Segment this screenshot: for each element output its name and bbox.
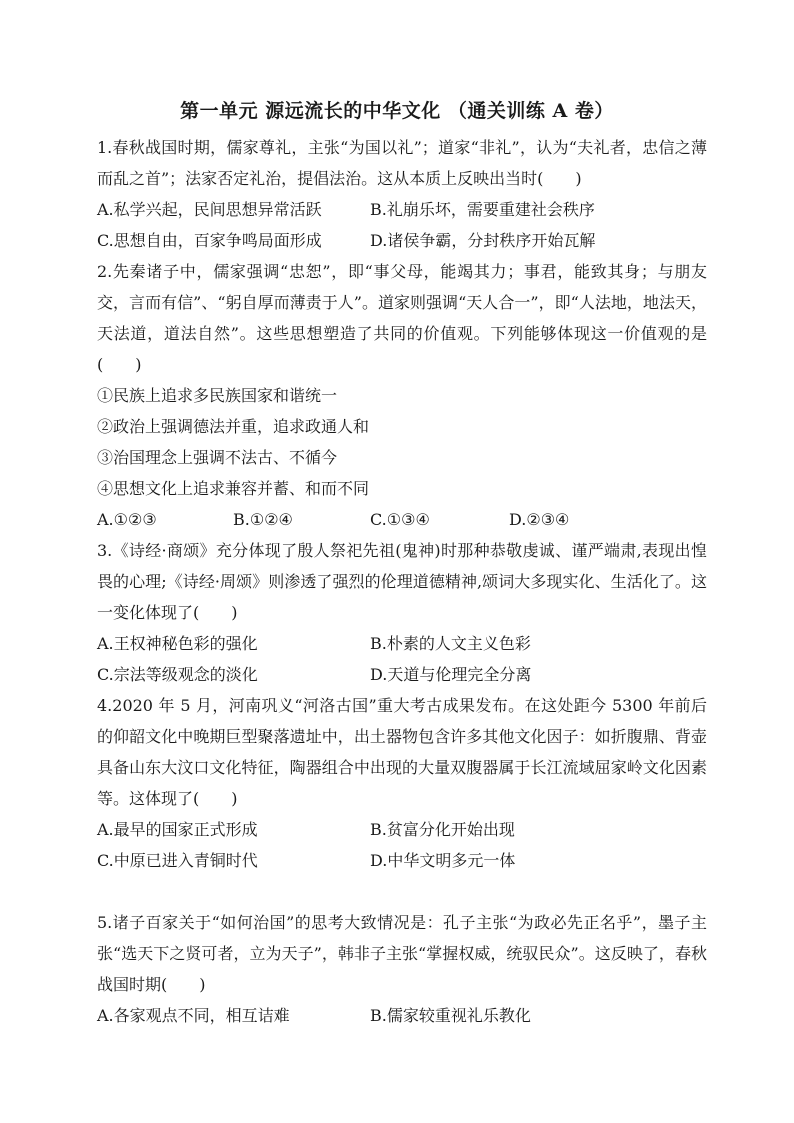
- option-b: B.礼崩乐坏，需要重建社会秩序: [370, 200, 595, 219]
- option-a: A.①②③: [97, 510, 157, 529]
- option-a: A.各家观点不同，相互诘难: [97, 1006, 290, 1025]
- option-row: [97, 814, 707, 845]
- option-row: [97, 194, 707, 225]
- option-b: B.儒家较重视礼乐教化: [370, 1006, 531, 1025]
- question-stem: 1.春秋战国时期，儒家尊礼，主张“为国以礼”；道家“非礼”，认为“夫礼者，忠信之薄而乱之首”；法家否定礼治，提倡法治。这从本质上反映出当时( ): [97, 138, 707, 188]
- question-stem: 5.诸子百家关于“如何治国”的思考大致情况是：孔子主张“为政必先正名乎”，墨子主张“选天下之贤可者，立为天子”，韩非子主张“掌握权威，统驭民众”。这反映了，春秋战国时期( ): [97, 913, 707, 994]
- question-1: [97, 132, 707, 256]
- option-d: D.诸侯争霸，分封秩序开始瓦解: [370, 231, 596, 250]
- statement-item: ④思想文化上追求兼容并蓄、和而不同: [97, 479, 370, 498]
- option-c: C.思想自由，百家争鸣局面形成: [97, 231, 322, 250]
- option-a: A.王权神秘色彩的强化: [97, 634, 258, 653]
- statement-item: ①民族上追求多民族国家和谐统一: [97, 386, 338, 405]
- question-5: [97, 907, 707, 1031]
- option-c: C.中原已进入青铜时代: [97, 851, 258, 870]
- option-c: C.①③④: [370, 510, 430, 529]
- option-a: A.最早的国家正式形成: [97, 820, 258, 839]
- question-stem: 4.2020 年 5 月，河南巩义“河洛古国”重大考古成果发布。在这处距今 5300 年前后的仰韶文化中晚期巨型聚落遗址中，出土器物包含许多其他文化因子：如折腹鼎、背壶具备山东大汶口文化特征，陶器组合中出现的大量双腹器属于长江流域屈家岭文化因素等。这体现了( ): [97, 696, 707, 808]
- option-b: B.①②④: [233, 510, 293, 529]
- statement-item: ②政治上强调德法并重，追求政通人和: [97, 417, 370, 436]
- option-row: [97, 504, 707, 535]
- option-c: C.宗法等级观念的淡化: [97, 665, 258, 684]
- option-row: [97, 845, 707, 876]
- option-b: B.贫富分化开始出现: [370, 820, 515, 839]
- page-title: 第一单元 源远流长的中华文化 （通关训练 A 卷）: [180, 100, 614, 122]
- option-d: D.天道与伦理完全分离: [370, 665, 532, 684]
- option-row: [97, 659, 707, 690]
- question-2: [97, 256, 707, 535]
- option-row: [97, 225, 707, 256]
- question-4: [97, 690, 707, 876]
- question-stem: 3.《诗经·商颂》充分体现了殷人祭祀先祖(鬼神)时那种恭敬虔诚、谨严端肃,表现出惶畏的心理;《诗经·周颂》则渗透了强烈的伦理道德精神,颂词大多现实化、生活化了。这一变化体现了( ): [97, 541, 707, 622]
- question-stem: 2.先秦诸子中，儒家强调“忠恕”，即“事父母，能竭其力；事君，能致其身；与朋友交，言而有信”、“躬自厚而薄责于人”。道家则强调“天人合一”，即“人法地，地法天，天法道，道法自然”。这些思想塑造了共同的价值观。下列能够体现这一价值观的是( ): [97, 262, 707, 374]
- option-d: D.中华文明多元一体: [370, 851, 516, 870]
- option-row: [97, 1000, 707, 1031]
- option-d: D.②③④: [509, 510, 570, 529]
- option-row: [97, 628, 707, 659]
- question-3: [97, 535, 707, 690]
- option-a: A.私学兴起，民间思想异常活跃: [97, 200, 322, 219]
- statement-item: ③治国理念上强调不法古、不循今: [97, 448, 338, 467]
- option-b: B.朴素的人文主义色彩: [370, 634, 531, 653]
